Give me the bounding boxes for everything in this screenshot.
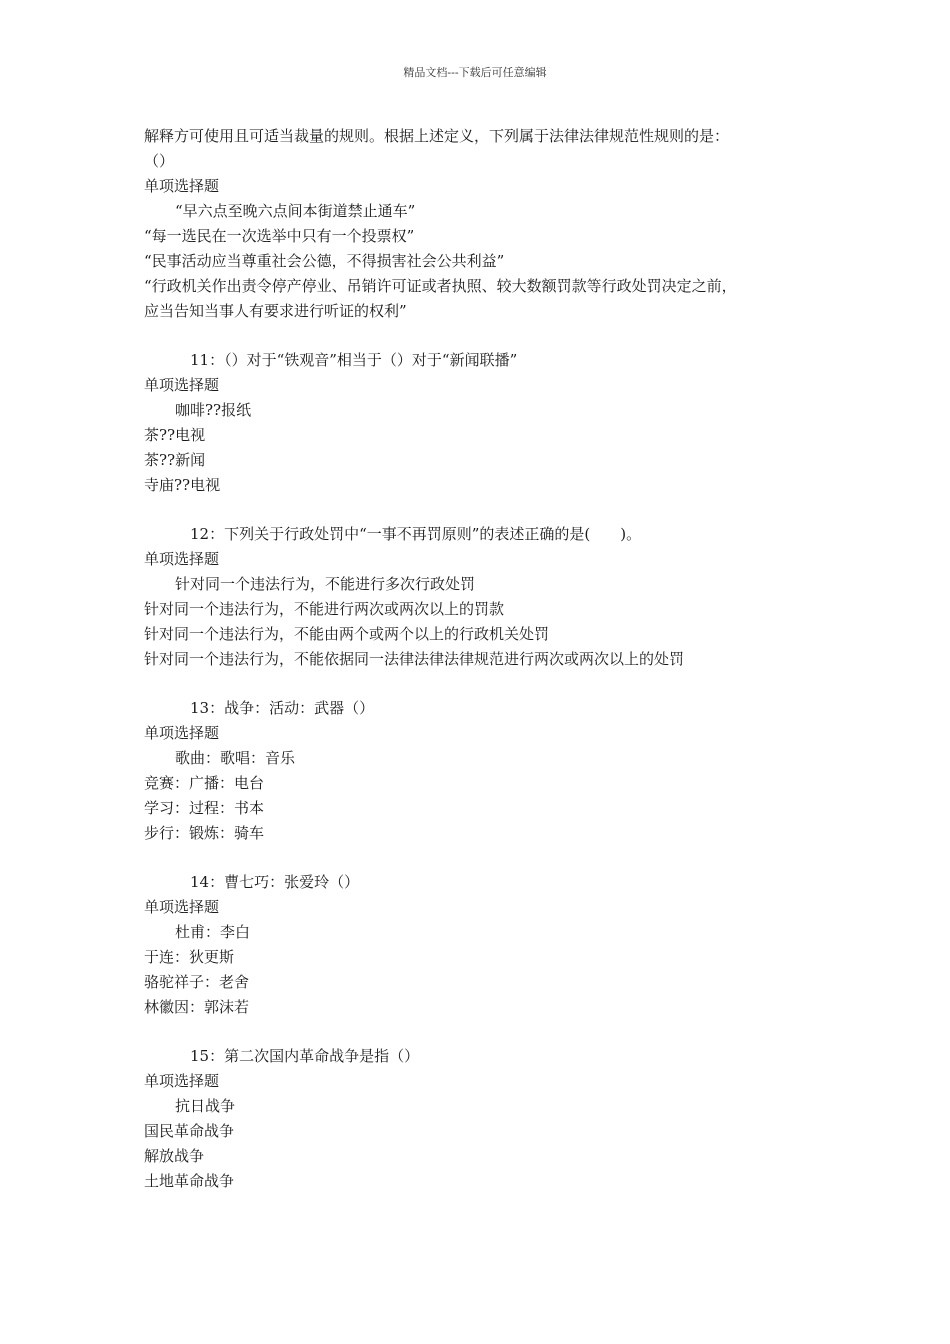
option-d-continuation: 应当告知当事人有要求进行听证的权利”: [144, 302, 407, 320]
option-d: 针对同一个违法行为，不能依据同一法律法律法律规范进行两次或两次以上的处罚: [144, 650, 685, 668]
option-d: “行政机关作出责令停产停业、吊销许可证或者执照、较大数额罚款等行政处罚决定之前，: [144, 277, 737, 295]
page-header: 精品文档---下载后可任意编辑: [403, 66, 547, 79]
question-block-14: [144, 870, 824, 1020]
option-b: 竞赛：广播：电台: [144, 774, 265, 792]
question-stem: 15：第二次国内革命战争是指（）: [190, 1047, 420, 1065]
question-type: 单项选择题: [144, 177, 220, 195]
question-block-10: [144, 124, 824, 324]
question-type: 单项选择题: [144, 724, 220, 742]
option-c: 学习：过程：书本: [144, 799, 265, 817]
question-type: 单项选择题: [144, 1072, 220, 1090]
option-d: 土地革命战争: [144, 1172, 235, 1190]
option-d: 步行：锻炼：骑车: [144, 824, 265, 842]
question-block-11: [144, 348, 824, 498]
question-type: 单项选择题: [144, 550, 220, 568]
option-a: 杜甫：李白: [175, 923, 251, 941]
option-b: 茶??电视: [144, 426, 206, 444]
question-stem: 13：战争：活动：武器（）: [190, 699, 375, 717]
option-a: 歌曲：歌唱：音乐: [175, 749, 296, 767]
question-block-12: [144, 522, 824, 672]
option-d: 寺庙??电视: [144, 476, 221, 494]
question-type: 单项选择题: [144, 898, 220, 916]
question-stem-continuation: （）: [144, 152, 175, 170]
option-a: 针对同一个违法行为，不能进行多次行政处罚: [175, 575, 476, 593]
option-d: 林徽因：郭沫若: [144, 998, 250, 1016]
question-stem-continuation: 解释方可使用且可适当裁量的规则。根据上述定义，下列属于法律法律规范性规则的是：: [144, 127, 730, 145]
document-body: [144, 124, 824, 1194]
question-stem: 14：曹七巧：张爱玲（）: [190, 873, 360, 891]
option-b: 于连：狄更斯: [144, 948, 235, 966]
option-c: 针对同一个违法行为，不能由两个或两个以上的行政机关处罚: [144, 625, 550, 643]
question-type: 单项选择题: [144, 376, 220, 394]
option-c: “民事活动应当尊重社会公德，不得损害社会公共利益”: [144, 252, 505, 270]
question-stem: 12：下列关于行政处罚中“一事不再罚原则”的表述正确的是( )。: [190, 525, 642, 543]
option-b: “每一选民在一次选举中只有一个投票权”: [144, 227, 415, 245]
question-block-13: [144, 696, 824, 846]
question-stem: 11：（）对于“铁观音”相当于（）对于“新闻联播”: [190, 351, 518, 369]
option-c: 骆驼祥子：老舍: [144, 973, 250, 991]
option-a: “早六点至晚六点间本街道禁止通车”: [175, 202, 416, 220]
option-c: 茶??新闻: [144, 451, 206, 469]
option-c: 解放战争: [144, 1147, 205, 1165]
option-b: 国民革命战争: [144, 1122, 235, 1140]
option-a: 咖啡??报纸: [175, 401, 252, 419]
option-a: 抗日战争: [175, 1097, 236, 1115]
option-b: 针对同一个违法行为，不能进行两次或两次以上的罚款: [144, 600, 505, 618]
question-block-15: [144, 1044, 824, 1194]
